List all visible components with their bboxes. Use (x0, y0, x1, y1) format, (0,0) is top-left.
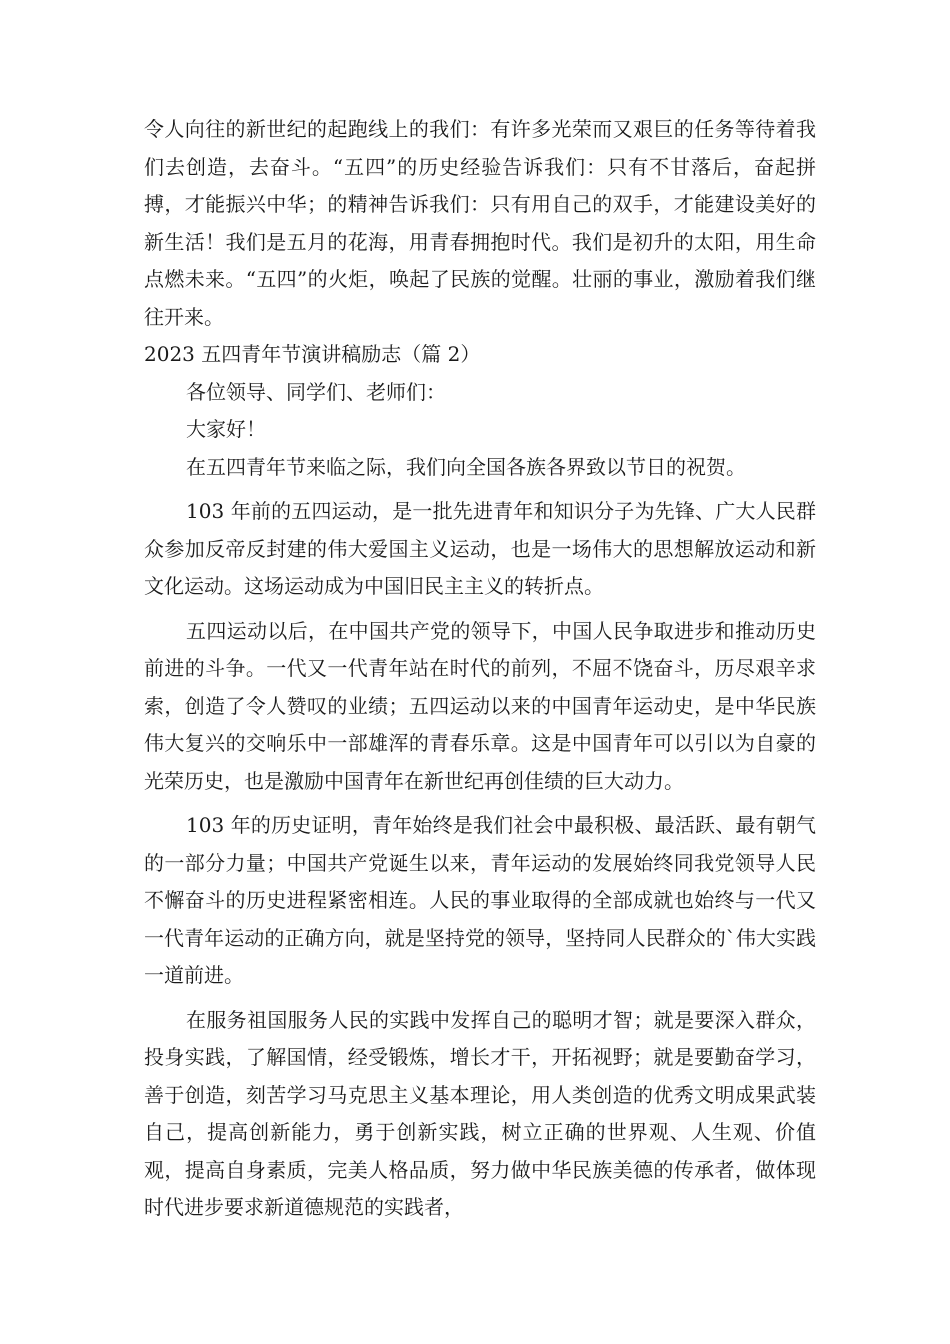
paragraph-may-fourth-history: 103 年前的五四运动，是一批先进青年和知识分子为先锋、广大人民群众参加反帝反封建的伟大爱国主义运动，也是一场伟大的思想解放运动和新文化运动。这场运动成为中国旧民主主义的转折点。 (144, 499, 816, 598)
paragraph-serve-the-people: 在服务祖国服务人民的实践中发挥自己的聪明才智；就是要深入群众，投身实践，了解国情，经受锻炼，增长才干，开拓视野；就是要勤奋学习，善于创造，刻苦学习马克思主义基本理论，用人类创造的优秀文明成果武装自己，提高创新能力，勇于创新实践，树立正确的世界观、人生观、价值观，提高自身素质，完美人格品质，努力做中华民族美德的传承者，做体现时代进步要求新道德规范的实践者， (144, 1007, 816, 1219)
section-heading: 2023 五四青年节演讲稿励志（篇 2） (144, 342, 481, 366)
paragraph-history-proof: 103 年的历史证明，青年始终是我们社会中最积极、最活跃、最有朝气的一部分力量；中国共产党诞生以来，青年运动的发展始终同我党领导人民不懈奋斗的历史进程紧密相连。人民的事业取得的全部成就也始终与一代又一代青年运动的正确方向，就是坚持党的领导，坚持同人民群众的`伟大实践一道前进。 (144, 813, 816, 987)
document-body (144, 111, 816, 1227)
paragraph-after-may-fourth: 五四运动以后，在中国共产党的领导下，中国人民争取进步和推动历史前进的斗争。一代又一代青年站在时代的前列，不屈不饶奋斗，历尽艰辛求索，创造了令人赞叹的业绩；五四运动以来的中国青年运动史，是中华民族伟大复兴的交响乐中一部雄浑的青春乐章。这是中国青年可以引以为自豪的光荣历史，也是激励中国青年在新世纪再创佳绩的巨大动力。 (144, 618, 816, 793)
paragraph-festival-wishes: 在五四青年节来临之际，我们向全国各族各界致以节日的祝贺。 (186, 454, 746, 479)
paragraph-greeting: 大家好！ (186, 417, 266, 441)
paragraph-intro-continuation: 令人向往的新世纪的起跑线上的我们：有许多光荣而又艰巨的任务等待着我们去创造，去奋斗。“五四”的历史经验告诉我们：只有不甘落后，奋起拼搏，才能振兴中华；的精神告诉我们：只有用自己的双手，才能建设美好的新生活！我们是五月的花海，用青春拥抱时代。我们是初升的太阳，用生命点燃未来。“五四”的火炬，唤起了民族的觉醒。壮丽的事业，激励着我们继往开来。 (144, 117, 816, 329)
paragraph-salutation: 各位领导、同学们、老师们： (186, 379, 446, 404)
